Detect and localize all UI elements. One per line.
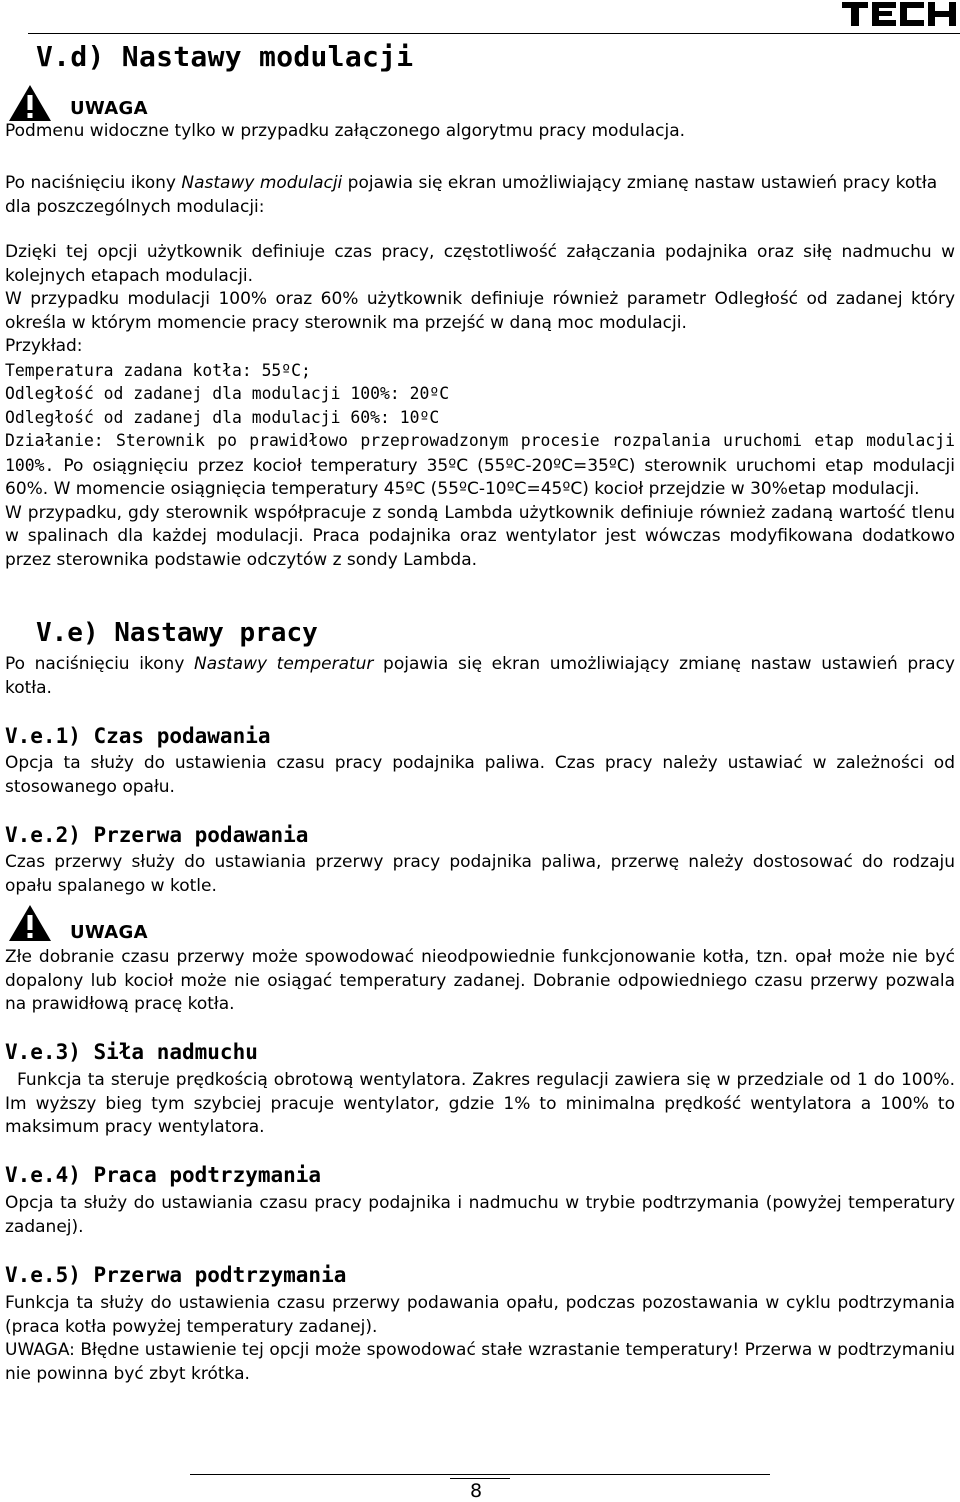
warning-text-para: Podmenu widoczne tylko w przypadku załączonego algorytmu pracy modulacja.: [5, 121, 686, 141]
example-line-2: Odległość od zadanej dla modulacji 100%: 20ºC: [5, 384, 450, 403]
ve1-text: [5, 752, 955, 799]
modulation-description: [5, 241, 955, 572]
subsection-title-ve1: V.e.1) Czas podawania: [5, 724, 271, 748]
ve1-para: Opcja ta służy do ustawienia czasu pracy podajnika paliwa. Czas pracy należy ustawiać w zależności od stosowanego opału.: [5, 753, 955, 797]
warning2-para: Złe dobranie czasu przerwy może spowodować nieodpowiednie funkcjonowanie kotła, tzn. opał może nie być dopalony lub kocioł może nie osiągać temperatury zadanej. Dobranie odpowiedniego czasu przerwy pozwala na prawidłową pracę kotła.: [5, 947, 955, 1014]
ve3-text: [5, 1069, 955, 1140]
example-line-3: Odległość od zadanej dla modulacji 60%: 10ºC: [5, 407, 440, 427]
ve2-text: [5, 851, 955, 898]
ve5-para: Funkcja ta służy do ustawienia czasu przerwy podawania opału, podczas pozostawania w cyklu podtrzymania (praca kotła powyżej temperatury zadanej).: [5, 1293, 955, 1337]
warning2-text: [5, 946, 955, 1017]
intro-paragraph: [5, 172, 955, 219]
page-number: 8: [470, 1480, 483, 1502]
modulation-p2: W przypadku modulacji 100% oraz 60% użytkownik definiuje również parametr Odległość od zadanej który określa w którym momencie pracy sterownik ma przejść w daną moc modulacji.: [5, 289, 955, 333]
modulation-p1: Dzięki tej opcji użytkownik definiuje czas pracy, częstotliwość załączania podajnika oraz siłę nadmuchu w kolejnych etapach modulacji.: [5, 242, 955, 286]
tech-logo: [842, 2, 956, 26]
subsection-title-ve4: V.e.4) Praca podtrzymania: [5, 1163, 322, 1187]
example-action: Działanie: Sterownik po prawidłowo przeprowadzonym procesie rozpalania uruchomi etap modulacji 100%. Po osiągnięciu przez kocioł temperatury 35ºC (55ºC-20ºC=35ºC) sterownik uruchomi etap modulacji 60%. W momencie osiągnięcia temperatury 45ºC (55ºC-10ºC=45ºC) kocioł przejdzie w 30%etap modulacji.: [5, 431, 955, 499]
footer-rule-short: [450, 1478, 510, 1479]
intro-text: Po naciśnięciu ikony Nastawy modulacji pojawia się ekran umożliwiający zmianę nastaw ustawień pracy kotła dla poszczególnych modulacji:: [5, 173, 938, 217]
ve5-warning: UWAGA: Błędne ustawienie tej opcji może spowodować stałe wzrastanie temperatury! Przerwa w podtrzymaniu nie powinna być zbyt krótka.: [5, 1340, 955, 1384]
lambda-paragraph: W przypadku, gdy sterownik współpracuje z sondą Lambda użytkownik definiuje również zadaną wartość tlenu w spalinach dla każdej modulacji. Praca podajnika oraz wentylator jest wówczas modyfikowana dodatkowo przez sterownika podstawie odczytów z sondy Lambda.: [5, 502, 955, 570]
ve3-para: Funkcja ta steruje prędkością obrotową wentylatora. Zakres regulacji zawiera się w przedziale od 1 do 100%. Im wyższy bieg tym szybciej pracuje wentylator, gdzie 1% to minimalna prędkość wentylatora a 100% to maksimum pracy wentylatora.: [5, 1070, 955, 1137]
ve4-para: Opcja ta służy do ustawiania czasu pracy podajnika i nadmuchu w trybie podtrzymania (powyżej temperatury zadanej).: [5, 1193, 955, 1237]
ve2-para: Czas przerwy służy do ustawiania przerwy pracy podajnika paliwa, przerwę należy dostosować do rodzaju opału spalanego w kotle.: [5, 852, 955, 896]
warning-label: UWAGA: [70, 922, 148, 943]
ve-intro-text: Po naciśnięciu ikony Nastawy temperatur pojawia się ekran umożliwiający zmianę nastaw ustawień pracy kotła.: [5, 654, 955, 698]
subsection-title-ve2: V.e.2) Przerwa podawania: [5, 823, 309, 847]
ve5-text: [5, 1292, 955, 1386]
warning-label: UWAGA: [70, 98, 148, 119]
section-title-vd: V.d) Nastawy modulacji: [36, 40, 414, 73]
subsection-title-ve3: V.e.3) Siła nadmuchu: [5, 1040, 258, 1064]
ve-intro: [5, 653, 955, 700]
section-title-ve: V.e) Nastawy pracy: [36, 618, 318, 648]
header-rule: [28, 33, 960, 34]
example-line-1: Temperatura zadana kotła: 55ºC;: [5, 360, 311, 380]
ve4-text: [5, 1192, 955, 1239]
subsection-title-ve5: V.e.5) Przerwa podtrzymania: [5, 1263, 347, 1287]
warning-icon: [8, 84, 52, 122]
warning-icon: [8, 904, 52, 942]
warning-text: [5, 120, 955, 144]
example-label: Przykład:: [5, 336, 83, 356]
footer-rule: [190, 1474, 770, 1475]
